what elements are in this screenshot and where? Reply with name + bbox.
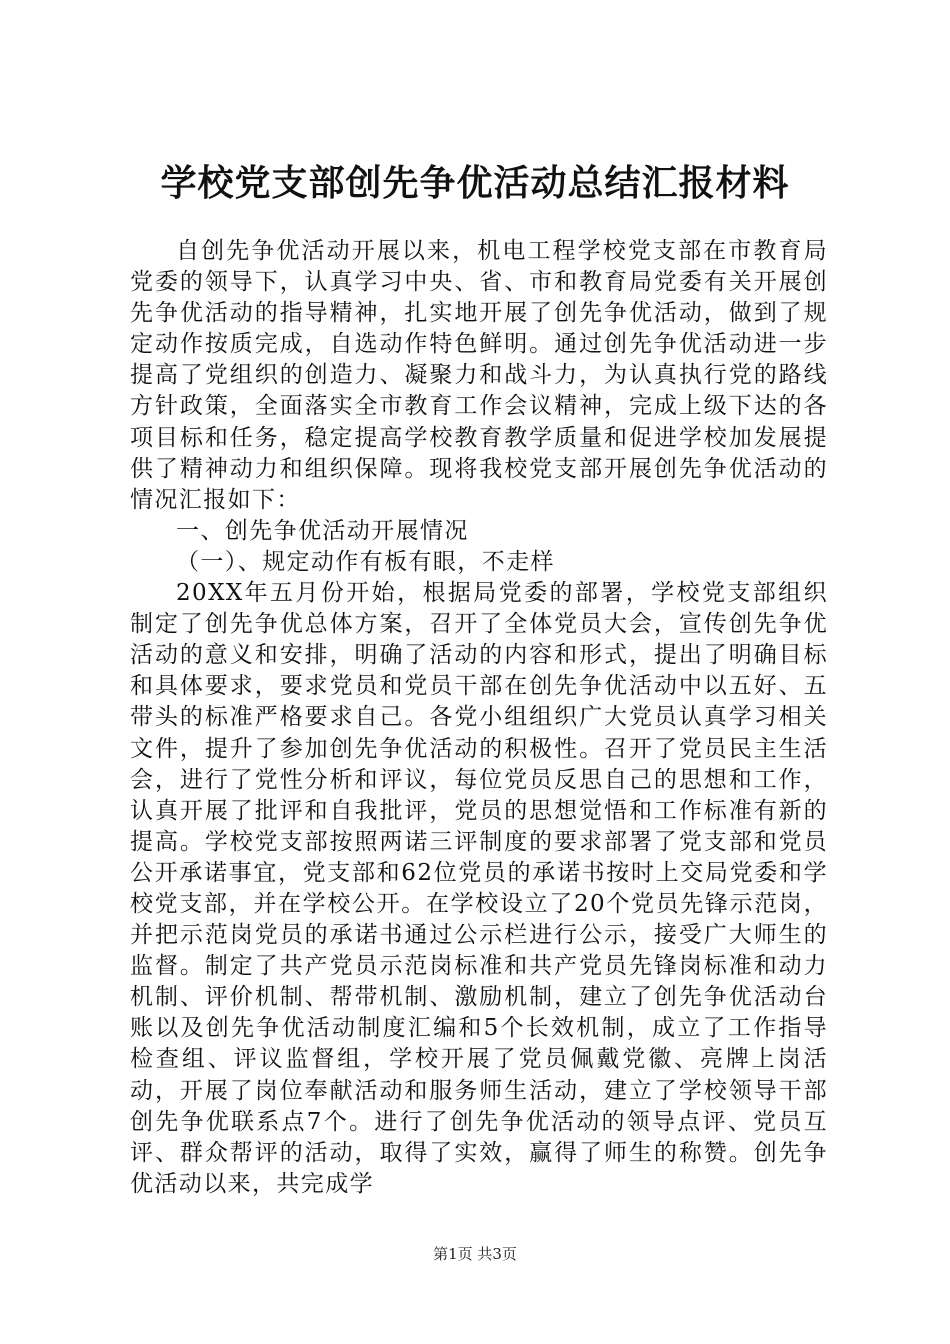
- subsection-heading: （一）、规定动作有板有眼，不走样: [176, 548, 555, 575]
- page-number-footer: 第1页 共3页: [433, 1245, 517, 1263]
- section-heading: 一、创先争优活动开展情况: [176, 517, 469, 544]
- document-body: [130, 236, 828, 1200]
- paragraph-intro: 自创先争优活动开展以来，机电工程学校党支部在市教育局党委的领导下，认真学习中央、省、市和教育局党委有关开展创先争优活动的指导精神，扎实地开展了创先争优活动，做到了规定动作按质完成，自选动作特色鲜明。通过创先争优活动进一步提高了党组织的创造力、凝聚力和战斗力，为认真执行党的路线方针政策，全面落实全市教育工作会议精神，完成上级下达的各项目标和任务，稳定提高学校教育教学质量和促进学校加发展提供了精神动力和组织保障。现将我校党支部开展创先争优活动的情况汇报如下：: [130, 238, 828, 513]
- paragraph-details: 20XX年五月份开始，根据局党委的部署，学校党支部组织制定了创先争优总体方案，召开了全体党员大会，宣传创先争优活动的意义和安排，明确了活动的内容和形式，提出了明确目标和具体要求，要求党员和党员干部在创先争优活动中以五好、五带头的标准严格要求自己。各党小组组织广大党员认真学习相关文件，提升了参加创先争优活动的积极性。召开了党员民主生活会，进行了党性分析和评议，每位党员反思自己的思想和工作，认真开展了批评和自我批评，党员的思想觉悟和工作标准有新的提高。学校党支部按照两诺三评制度的要求部署了党支部和党员公开承诺事宜，党支部和62位党员的承诺书按时上交局党委和学校党支部，并在学校公开。在学校设立了20个党员先锋示范岗，并把示范岗党员的承诺书通过公示栏进行公示，接受广大师生的监督。制定了共产党员示范岗标准和共产党员先锋岗标准和动力机制、评价机制、帮带机制、激励机制，建立了创先争优活动台账以及创先争优活动制度汇编和5个长效机制，成立了工作指导检查组、评议监督组，学校开展了党员佩戴党徽、亮牌上岗活动，开展了岗位奉献活动和服务师生活动，建立了学校领导干部创先争优联系点7个。进行了创先争优活动的领导点评、党员互评、群众帮评的活动，取得了实效，赢得了师生的称赞。创先争优活动以来，共完成学: [130, 580, 828, 1197]
- document-title: 学校党支部创先争优活动总结汇报材料: [160, 162, 790, 204]
